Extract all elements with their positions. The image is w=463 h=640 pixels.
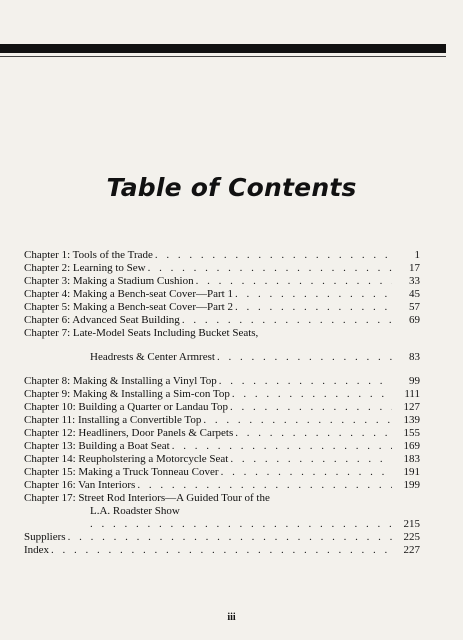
dot-leader <box>172 440 392 453</box>
toc-entry <box>24 466 420 479</box>
toc-entry-page: 45 <box>409 288 420 300</box>
toc-entry-label: Index <box>24 544 50 556</box>
toc-entry-continuation <box>24 505 420 518</box>
toc-entry-page: 33 <box>409 275 420 287</box>
toc-entry <box>24 440 420 453</box>
dot-leader <box>137 479 392 492</box>
toc-entry-label: Suppliers <box>24 531 66 543</box>
toc-entry-label: Chapter 5: Making a Bench-seat Cover—Part 2 <box>24 301 233 313</box>
toc-entry <box>24 453 420 466</box>
toc-entry-label: Chapter 15: Making a Truck Tonneau Cover <box>24 466 219 478</box>
dot-leader <box>68 531 392 544</box>
toc-entry-page: 17 <box>409 262 420 274</box>
dot-leader <box>203 414 392 427</box>
toc-entry <box>24 414 420 427</box>
toc-entry <box>24 301 420 314</box>
dot-leader <box>219 375 392 388</box>
dot-leader <box>235 288 392 301</box>
toc-entry <box>24 544 420 557</box>
dot-leader <box>230 401 392 414</box>
toc-entry-page: 99 <box>409 375 420 387</box>
toc-list <box>24 249 420 557</box>
toc-entry-page: 169 <box>403 440 420 452</box>
toc-entry-label: Chapter 11: Installing a Convertible Top <box>24 414 202 426</box>
toc-entry-page: 227 <box>403 544 420 556</box>
toc-entry-label: Chapter 7: Late-Model Seats Including Bucket Seats, <box>24 327 259 339</box>
page-title: Table of Contents <box>106 173 357 202</box>
toc-entry-label: L.A. Roadster Show <box>90 505 180 517</box>
dot-leader <box>217 351 392 364</box>
toc-entry-label: Chapter 4: Making a Bench-seat Cover—Part 1 <box>24 288 233 300</box>
page-number: iii <box>227 612 236 623</box>
toc-entry-page: 83 <box>409 351 420 363</box>
dot-leader <box>182 314 392 327</box>
toc-entry-label: Chapter 1: Tools of the Trade <box>24 249 153 261</box>
toc-entry <box>24 249 420 262</box>
toc-entry <box>24 531 420 544</box>
toc-entry-page: 127 <box>403 401 420 413</box>
toc-entry-page: 57 <box>409 301 420 313</box>
toc-entry-label: Chapter 10: Building a Quarter or Landau Top <box>24 401 229 413</box>
dot-leader <box>235 427 392 440</box>
toc-entry-label: Chapter 17: Street Rod Interiors—A Guided Tour of the <box>24 492 270 504</box>
toc-entry-page: 199 <box>403 479 420 491</box>
dot-leader <box>90 518 392 531</box>
dot-leader <box>235 301 392 314</box>
toc-entry <box>24 479 420 492</box>
toc-entry-page: 215 <box>403 518 420 530</box>
toc-entry <box>24 275 420 288</box>
toc-entry-label: Chapter 2: Learning to Sew <box>24 262 146 274</box>
toc-entry <box>24 327 420 340</box>
toc-entry-page: 111 <box>404 388 420 400</box>
toc-entry-page: 139 <box>403 414 420 426</box>
toc-entry <box>24 388 420 401</box>
toc-entry <box>24 288 420 301</box>
dot-leader <box>232 388 392 401</box>
toc-entry-page-line <box>24 518 420 531</box>
dot-leader <box>155 249 392 262</box>
dot-leader <box>230 453 392 466</box>
toc-entry-label: Chapter 12: Headliners, Door Panels & Carpets <box>24 427 234 439</box>
toc-entry <box>24 375 420 388</box>
toc-entry-page: 155 <box>403 427 420 439</box>
header-rule-thick <box>0 44 446 53</box>
toc-entry-page: 191 <box>403 466 420 478</box>
toc-entry-label: Chapter 13: Building a Boat Seat <box>24 440 170 452</box>
toc-entry-page: 69 <box>409 314 420 326</box>
header-rule-thin <box>0 56 446 57</box>
dot-leader <box>196 275 392 288</box>
toc-entry-label: Chapter 3: Making a Stadium Cushion <box>24 275 194 287</box>
toc-entry-page: 1 <box>414 249 420 261</box>
toc-entry <box>24 492 420 505</box>
toc-entry <box>24 401 420 414</box>
toc-entry-label: Chapter 6: Advanced Seat Building <box>24 314 180 326</box>
dot-leader <box>51 544 392 557</box>
toc-entry <box>24 262 420 275</box>
toc-entry-label: Chapter 8: Making & Installing a Vinyl Top <box>24 375 217 387</box>
toc-entry <box>24 314 420 327</box>
toc-spacer <box>24 340 420 351</box>
toc-entry-continuation <box>24 351 420 364</box>
toc-entry-label: Chapter 9: Making & Installing a Sim-con Top <box>24 388 230 400</box>
dot-leader <box>148 262 392 275</box>
toc-entry-label: Chapter 16: Van Interiors <box>24 479 136 491</box>
toc-entry-page: 225 <box>403 531 420 543</box>
dot-leader <box>221 466 392 479</box>
toc-entry-label: Headrests & Center Armrest <box>90 351 215 363</box>
toc-entry-label: Chapter 14: Reupholstering a Motorcycle Seat <box>24 453 229 465</box>
toc-entry <box>24 427 420 440</box>
toc-entry-page: 183 <box>403 453 420 465</box>
toc-spacer <box>24 364 420 375</box>
